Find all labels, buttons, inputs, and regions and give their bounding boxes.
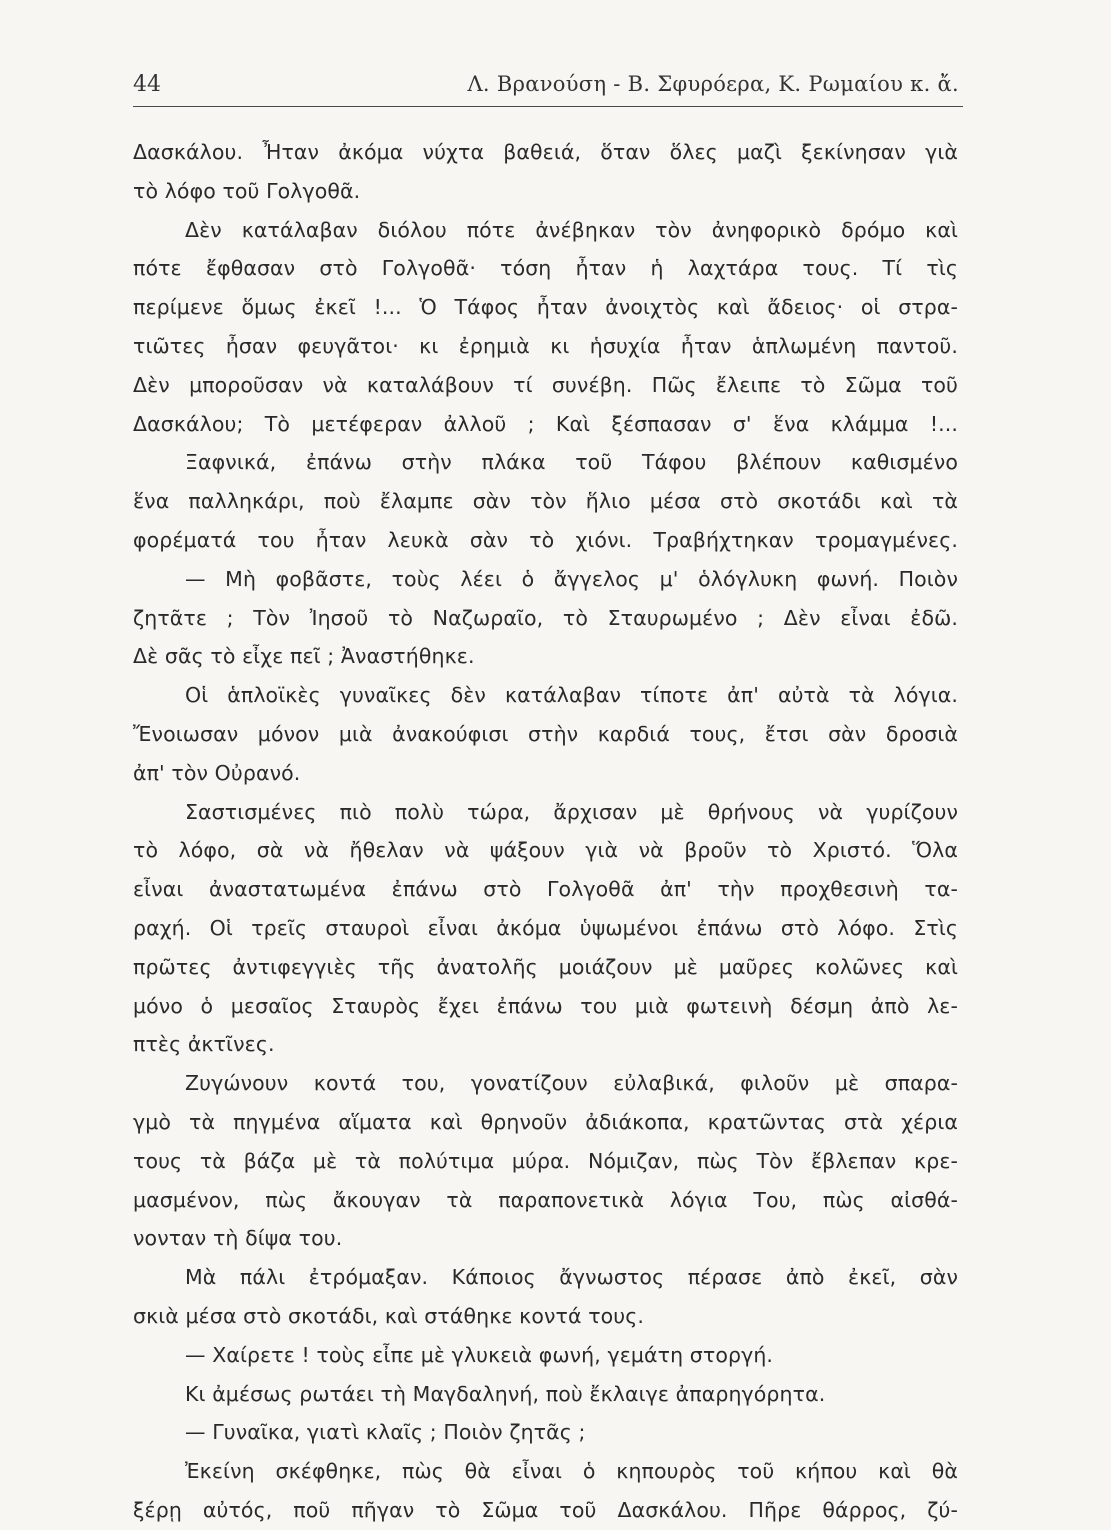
text-line: πτὲς ἀκτῖνες. <box>133 1032 275 1057</box>
page-header <box>133 70 963 107</box>
text-line: Ἐκείνη σκέφθηκε, πὼς θὰ εἶναι ὁ κηπουρὸς τοῦ κήπου καὶ θὰ <box>185 1459 958 1484</box>
text-line: Ξαφνικά, ἐπάνω στὴν πλάκα τοῦ Τάφου βλέπουν καθισμένο <box>185 450 958 475</box>
text-line: ζητᾶτε ; Τὸν Ἰησοῦ τὸ Ναζωραῖο, τὸ Σταυρωμένο ; Δὲν εἶναι ἐδῶ. <box>133 605 958 630</box>
text-line: Δὲ σᾶς τὸ εἶχε πεῖ ; Ἀναστήθηκε. <box>133 644 475 669</box>
text-line: Σαστισμένες πιὸ πολὺ τώρα, ἄρχισαν μὲ θρήνους νὰ γυρίζουν <box>185 799 958 824</box>
text-line: σκιὰ μέσα στὸ σκοτάδι, καὶ στάθηκε κοντά τους. <box>133 1303 645 1328</box>
text-line: νονταν τὴ δίψα του. <box>133 1226 343 1251</box>
text-line: Οἱ ἁπλοϊκὲς γυναῖκες δὲν κατάλαβαν τίποτε ἀπ' αὐτὰ τὰ λόγια. <box>185 683 958 708</box>
text-line: τὸ λόφο τοῦ Γολγοθᾶ. <box>133 178 361 203</box>
text-line: ξέρῃ αὐτός, ποῦ πῆγαν τὸ Σῶμα τοῦ Δασκάλου. Πῆρε θάρρος, ζύ- <box>133 1497 958 1522</box>
text-line: Ἔνοιωσαν μόνον μιὰ ἀνακούφισι στὴν καρδιά τους, ἔτσι σὰν δροσιὰ <box>133 721 958 746</box>
text-line: Δὲν κατάλαβαν διόλου πότε ἀνέβηκαν τὸν ἀνηφορικὸ δρόμο καὶ <box>185 217 958 242</box>
text-line: τους τὰ βάζα μὲ τὰ πολύτιμα μύρα. Νόμιζαν, πὼς Τὸν ἔβλεπαν κρε- <box>133 1148 958 1173</box>
text-line: Δὲν μποροῦσαν νὰ καταλάβουν τί συνέβη. Πῶς ἔλειπε τὸ Σῶμα τοῦ <box>133 372 958 397</box>
text-line: Μὰ πάλι ἐτρόμαξαν. Κάποιος ἄγνωστος πέρασε ἀπὸ ἐκεῖ, σὰν <box>185 1265 958 1290</box>
text-line: ραχή. Οἱ τρεῖς σταυροὶ εἶναι ἀκόμα ὑψωμένοι ἐπάνω στὸ λόφο. Στὶς <box>133 915 958 940</box>
text-line: — Γυναῖκα, γιατὶ κλαῖς ; Ποιὸν ζητᾶς ; <box>185 1420 586 1445</box>
text-line: Κι ἀμέσως ρωτάει τὴ Μαγδαληνή, ποὺ ἔκλαιγε ἀπαρηγόρητα. <box>185 1381 826 1406</box>
text-line: τὸ λόφο, σὰ νὰ ἤθελαν νὰ ψάξουν γιὰ νὰ βροῦν τὸ Χριστό. Ὅλα <box>133 838 958 863</box>
text-line: μασμένον, πὼς ἄκουγαν τὰ παραπονετικὰ λόγια Του, πὼς αἰσθά- <box>133 1187 958 1212</box>
running-head: Λ. Βρανούση - Β. Σφυρόερα, Κ. Ρωμαίου κ. ἄ. <box>467 72 959 96</box>
text-line: πρῶτες ἀντιφεγγιὲς τῆς ἀνατολῆς μοιάζουν μὲ μαῦρες κολῶνες καὶ <box>133 954 958 979</box>
text-line: τιῶτες ἦσαν φευγᾶτοι· κι ἐρημιὰ κι ἡσυχία ἦταν ἁπλωμένη παντοῦ. <box>133 333 958 358</box>
page-number: 44 <box>133 72 161 97</box>
text-line: πότε ἔφθασαν στὸ Γολγοθᾶ· τόση ἦταν ἡ λαχτάρα τους. Τί τὶς <box>133 256 958 281</box>
text-line: Ζυγώνουν κοντά του, γονατίζουν εὐλαβικά, φιλοῦν μὲ σπαρα- <box>185 1071 958 1096</box>
text-line: φορέματά του ἦταν λευκὰ σὰν τὸ χιόνι. Τραβήχτηκαν τρομαγμένες. <box>133 527 958 552</box>
text-line: μόνο ὁ μεσαῖος Σταυρὸς ἔχει ἐπάνω του μιὰ φωτεινὴ δέσμη ἀπὸ λε- <box>133 993 958 1018</box>
text-line: ἀπ' τὸν Οὐρανό. <box>133 760 301 785</box>
body-text <box>133 133 958 1530</box>
text-line: Δασκάλου. Ἦταν ἀκόμα νύχτα βαθειά, ὅταν ὅλες μαζὶ ξεκίνησαν γιὰ <box>133 140 958 164</box>
text-line: εἶναι ἀναστατωμένα ἐπάνω στὸ Γολγοθᾶ ἀπ' τὴν προχθεσινὴ τα- <box>133 877 958 902</box>
text-line: — Μὴ φοβᾶστε, τοὺς λέει ὁ ἄγγελος μ' ὁλόγλυκη φωνή. Ποιὸν <box>185 566 958 591</box>
text-line: Δασκάλου; Τὸ μετέφεραν ἀλλοῦ ; Καὶ ξέσπασαν σ' ἕνα κλάμμα !... <box>133 411 958 436</box>
text-line: ἕνα παλληκάρι, ποὺ ἔλαμπε σὰν τὸν ἥλιο μέσα στὸ σκοτάδι καὶ τὰ <box>133 489 958 514</box>
text-line: περίμενε ὅμως ἐκεῖ !... Ὁ Τάφος ἦταν ἀνοιχτὸς καὶ ἄδειος· οἱ στρα- <box>133 295 958 320</box>
text-line: — Χαίρετε ! τοὺς εἶπε μὲ γλυκειὰ φωνή, γεμάτη στοργή. <box>185 1342 774 1367</box>
text-line: γμὸ τὰ πηγμένα αἵματα καὶ θρηνοῦν ἀδιάκοπα, κρατῶντας στὰ χέρια <box>133 1109 958 1134</box>
